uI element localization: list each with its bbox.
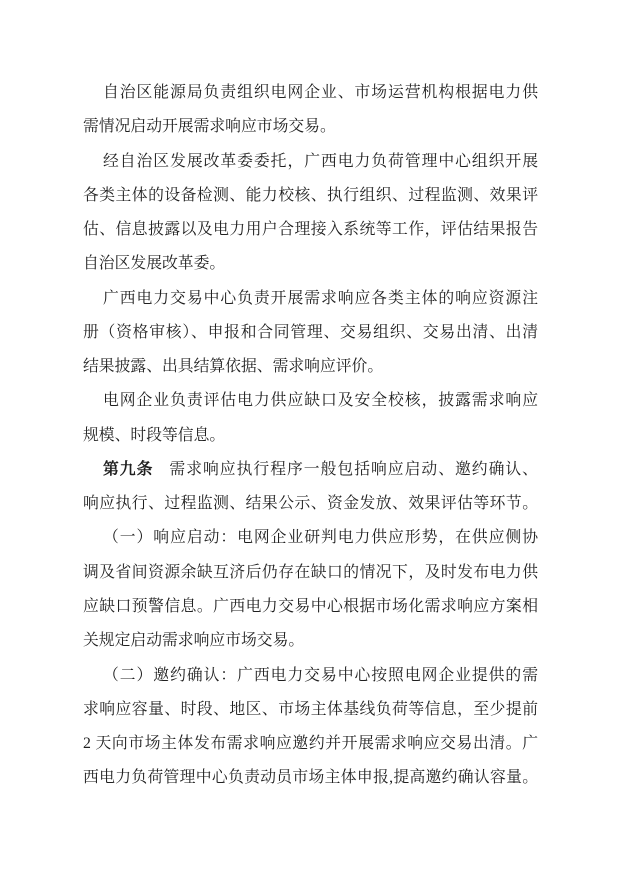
paragraph-item-2 (83, 659, 538, 796)
document-line: 关规定启动需求响应市场交易。 (83, 632, 305, 650)
document-line: 应缺口预警信息。广西电力交易中心根据市场化需求响应方案相 (83, 597, 538, 615)
document-line: 自治区能源局负责组织电网企业、市场运营机构根据电力供 (103, 84, 538, 101)
article-line-text: 需求响应执行程序一般包括响应启动、邀约确认、 (168, 460, 538, 478)
document-line (83, 453, 538, 487)
paragraph (83, 145, 538, 282)
document-line: 自治区发展改革委。 (83, 255, 226, 273)
document-line: 经自治区发展改革委委托，广西电力负荷管理中心组织开展 (103, 152, 538, 170)
document-line: 调及省间资源余缺互济后仍存在缺口的情况下，及时发布电力供 (83, 563, 538, 581)
article-number-label: 第九条 (103, 460, 154, 478)
paragraph (83, 384, 538, 453)
document-line: 结果披露、出具结算依据、需求响应评价。 (83, 358, 384, 376)
document-line: 电网企业负责评估电力供应缺口及安全校核，披露需求响应 (103, 392, 538, 410)
paragraph-item-1 (83, 521, 538, 658)
paragraph (83, 282, 538, 385)
document-line: （二）邀约确认：广西电力交易中心按照电网企业提供的需 (103, 666, 538, 684)
document-line: 册（资格审核）、申报和合同管理、交易组织、交易出清、出清 (83, 323, 538, 341)
document-line: 广西电力交易中心负责开展需求响应各类主体的响应资源注 (103, 289, 538, 307)
document-body (83, 76, 538, 796)
document-line: 响应执行、过程监测、结果公示、资金发放、效果评估等环节。 (83, 495, 538, 513)
document-line: 需情况启动开展需求响应市场交易。 (83, 118, 336, 136)
document-line: 2 天向市场主体发布需求响应邀约并开展需求响应交易出清。广 (83, 735, 538, 753)
document-line: 估、信息披露以及电力用户合理接入系统等工作，评估结果报告 (83, 221, 538, 239)
document-line: （一）响应启动：电网企业研判电力供应形势，在供应侧协 (103, 529, 538, 547)
document-line: 求响应容量、时段、地区、市场主体基线负荷等信息，至少提前 (83, 700, 538, 718)
document-line: 规模、时段等信息。 (83, 426, 226, 444)
paragraph-article-9 (83, 453, 538, 522)
article-label-spacer (153, 473, 168, 474)
document-line: 各类主体的设备检测、能力校核、执行组织、过程监测、效果评 (83, 186, 538, 204)
document-line: 西电力负荷管理中心负责动员市场主体申报,提高邀约确认容量。 (83, 769, 538, 787)
paragraph (83, 76, 538, 145)
